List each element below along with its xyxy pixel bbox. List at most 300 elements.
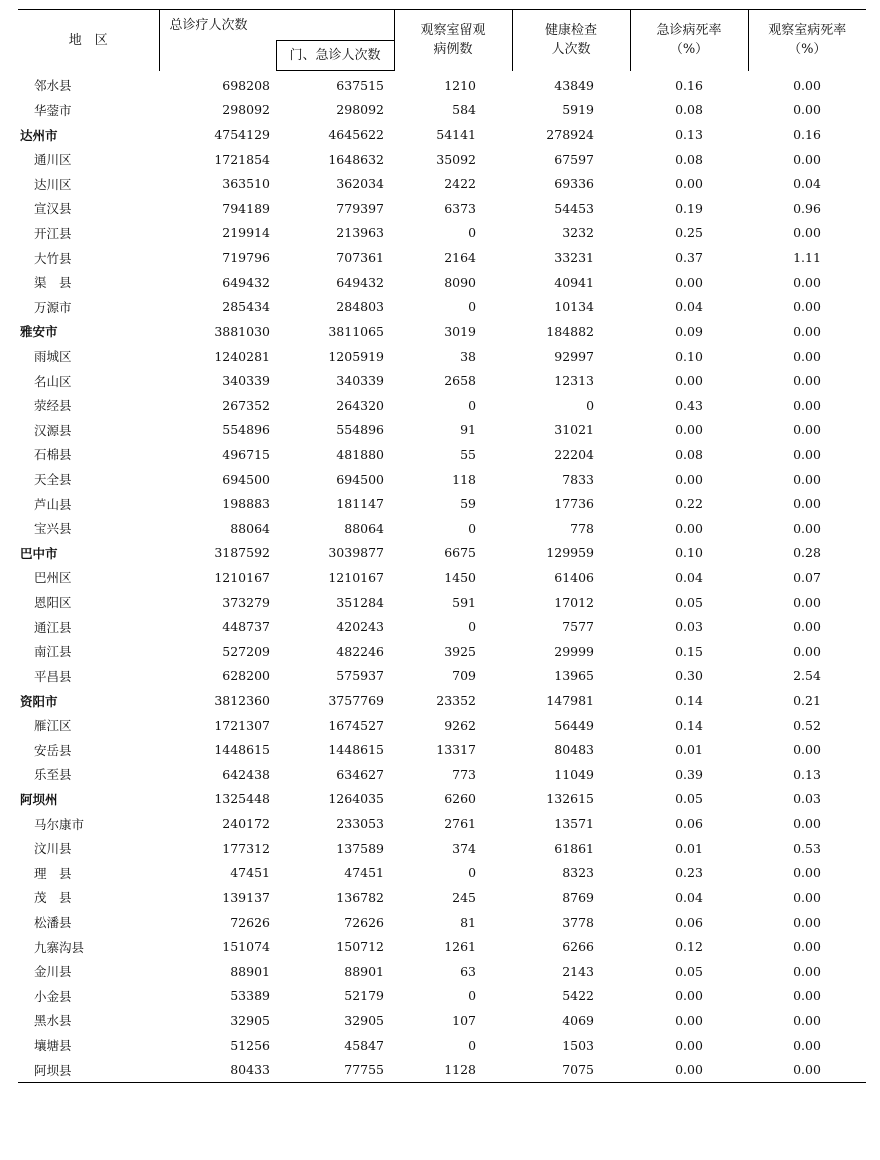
table-row bbox=[18, 713, 866, 738]
table-row bbox=[18, 442, 866, 467]
health-check-cell: 3778 bbox=[562, 914, 595, 930]
health-check-cell: 3232 bbox=[562, 225, 595, 241]
total-visits-cell: 1240281 bbox=[214, 348, 270, 364]
health-check-cell: 12313 bbox=[554, 373, 595, 389]
outpatient-cell: 264320 bbox=[336, 397, 385, 413]
total-visits-cell: 1721307 bbox=[214, 717, 270, 733]
region-cell: 理 县 bbox=[34, 865, 72, 881]
health-check-cell: 8769 bbox=[562, 889, 595, 905]
table-row bbox=[18, 491, 866, 516]
emergency-death-rate-cell: 0.00 bbox=[675, 988, 703, 1004]
emergency-death-rate-cell: 0.19 bbox=[675, 200, 703, 216]
outpatient-cell: 779397 bbox=[336, 200, 385, 216]
region-cell: 万源市 bbox=[34, 299, 72, 315]
observation-cell: 591 bbox=[452, 594, 477, 610]
observation-death-rate-cell: 0.00 bbox=[793, 865, 821, 881]
header-total-visits: 总诊疗人次数 bbox=[159, 10, 394, 41]
table-row bbox=[18, 664, 866, 689]
observation-death-rate-cell: 0.00 bbox=[793, 889, 821, 905]
region-cell: 松潘县 bbox=[34, 915, 72, 931]
header-observation-death-rate: 观察室病死率 （%） bbox=[768, 23, 847, 58]
total-visits-cell: 198883 bbox=[222, 496, 270, 512]
emergency-death-rate-cell: 0.10 bbox=[675, 348, 703, 364]
total-visits-cell: 72626 bbox=[230, 914, 270, 930]
outpatient-cell: 351284 bbox=[336, 594, 385, 610]
observation-cell: 91 bbox=[460, 422, 477, 438]
observation-cell: 0 bbox=[468, 619, 477, 635]
emergency-death-rate-cell: 0.00 bbox=[675, 422, 703, 438]
observation-death-rate-cell: 0.00 bbox=[793, 422, 821, 438]
observation-death-rate-cell: 0.00 bbox=[793, 939, 821, 955]
table-row bbox=[18, 1057, 866, 1082]
observation-death-rate-cell: 0.00 bbox=[793, 373, 821, 389]
observation-death-rate-cell: 0.00 bbox=[793, 643, 821, 659]
total-visits-cell: 51256 bbox=[230, 1037, 270, 1053]
region-cell: 邻水县 bbox=[34, 78, 72, 94]
health-check-cell: 5919 bbox=[562, 102, 595, 118]
health-check-cell: 22204 bbox=[554, 446, 595, 462]
observation-cell: 107 bbox=[452, 1012, 477, 1028]
total-visits-cell: 527209 bbox=[222, 643, 270, 659]
outpatient-cell: 1205919 bbox=[328, 348, 385, 364]
region-cell: 阿坝州 bbox=[20, 791, 58, 807]
outpatient-cell: 3811065 bbox=[328, 323, 385, 339]
table-row bbox=[18, 245, 866, 270]
outpatient-cell: 298092 bbox=[336, 102, 385, 118]
observation-cell: 6675 bbox=[444, 545, 477, 561]
table-row bbox=[18, 614, 866, 639]
emergency-death-rate-cell: 0.14 bbox=[675, 717, 703, 733]
table-row bbox=[18, 984, 866, 1009]
region-cell: 宝兴县 bbox=[34, 521, 72, 537]
observation-cell: 1210 bbox=[444, 77, 477, 93]
region-cell: 乐至县 bbox=[34, 767, 72, 783]
emergency-death-rate-cell: 0.22 bbox=[675, 496, 703, 512]
observation-death-rate-cell: 0.00 bbox=[793, 914, 821, 930]
health-check-cell: 31021 bbox=[554, 422, 595, 438]
observation-death-rate-cell: 0.00 bbox=[793, 988, 821, 1004]
health-check-cell: 6266 bbox=[562, 939, 595, 955]
observation-death-rate-cell: 0.00 bbox=[793, 496, 821, 512]
health-check-cell: 33231 bbox=[554, 250, 595, 266]
health-check-cell: 69336 bbox=[554, 176, 595, 192]
region-cell: 通江县 bbox=[34, 619, 72, 635]
emergency-death-rate-cell: 0.08 bbox=[675, 151, 703, 167]
observation-death-rate-cell: 0.07 bbox=[793, 569, 821, 585]
observation-death-rate-cell: 0.00 bbox=[793, 102, 821, 118]
outpatient-cell: 32905 bbox=[344, 1012, 385, 1028]
region-cell: 马尔康市 bbox=[34, 816, 85, 832]
health-check-cell: 40941 bbox=[554, 274, 595, 290]
observation-cell: 35092 bbox=[436, 151, 477, 167]
emergency-death-rate-cell: 0.00 bbox=[675, 1012, 703, 1028]
emergency-death-rate-cell: 0.13 bbox=[675, 127, 703, 143]
total-visits-cell: 642438 bbox=[222, 766, 270, 782]
outpatient-cell: 1448615 bbox=[328, 742, 385, 758]
observation-cell: 0 bbox=[468, 520, 477, 536]
observation-death-rate-cell: 0.00 bbox=[793, 619, 821, 635]
total-visits-cell: 219914 bbox=[222, 225, 270, 241]
header-outpatient-emergency: 门、急诊人次数 bbox=[276, 41, 394, 71]
emergency-death-rate-cell: 0.04 bbox=[675, 299, 703, 315]
observation-death-rate-cell: 0.52 bbox=[793, 717, 821, 733]
region-cell: 达川区 bbox=[34, 176, 72, 192]
observation-death-rate-cell: 0.00 bbox=[793, 225, 821, 241]
emergency-death-rate-cell: 0.30 bbox=[675, 668, 703, 684]
health-check-cell: 29999 bbox=[554, 643, 595, 659]
region-cell: 名山区 bbox=[34, 373, 72, 389]
total-visits-cell: 1448615 bbox=[214, 742, 270, 758]
health-check-cell: 92997 bbox=[554, 348, 595, 364]
emergency-death-rate-cell: 0.03 bbox=[675, 619, 703, 635]
emergency-death-rate-cell: 0.10 bbox=[675, 545, 703, 561]
observation-cell: 0 bbox=[468, 225, 477, 241]
health-check-cell: 778 bbox=[570, 520, 595, 536]
total-visits-cell: 88901 bbox=[230, 963, 270, 979]
table-row bbox=[18, 516, 866, 541]
observation-cell: 709 bbox=[452, 668, 477, 684]
region-cell: 石棉县 bbox=[34, 447, 72, 463]
region-cell: 渠 县 bbox=[34, 275, 72, 291]
table-row bbox=[18, 836, 866, 861]
outpatient-cell: 233053 bbox=[336, 816, 385, 832]
observation-death-rate-cell: 0.00 bbox=[793, 151, 821, 167]
total-visits-cell: 80433 bbox=[230, 1062, 270, 1078]
observation-death-rate-cell: 0.03 bbox=[793, 791, 821, 807]
health-check-cell: 132615 bbox=[546, 791, 595, 807]
table-row-city bbox=[18, 319, 866, 344]
health-check-cell: 129959 bbox=[546, 545, 595, 561]
outpatient-cell: 1210167 bbox=[328, 569, 385, 585]
total-visits-cell: 3812360 bbox=[214, 693, 270, 709]
statistics-table bbox=[18, 9, 866, 1082]
region-cell: 九寨沟县 bbox=[34, 939, 85, 955]
table-row bbox=[18, 467, 866, 492]
region-cell: 巴中市 bbox=[20, 545, 58, 561]
observation-death-rate-cell: 0.00 bbox=[793, 594, 821, 610]
health-check-cell: 4069 bbox=[562, 1012, 595, 1028]
table-row bbox=[18, 270, 866, 295]
table-row bbox=[18, 959, 866, 984]
observation-death-rate-cell: 2.54 bbox=[793, 668, 821, 684]
region-cell: 宣汉县 bbox=[34, 201, 72, 217]
emergency-death-rate-cell: 0.15 bbox=[675, 643, 703, 659]
observation-death-rate-cell: 0.00 bbox=[793, 299, 821, 315]
observation-death-rate-cell: 0.00 bbox=[793, 446, 821, 462]
observation-cell: 55 bbox=[460, 446, 477, 462]
health-check-cell: 13571 bbox=[554, 816, 595, 832]
table-row bbox=[18, 418, 866, 443]
outpatient-cell: 88064 bbox=[344, 520, 385, 536]
health-check-cell: 1503 bbox=[562, 1037, 595, 1053]
outpatient-cell: 72626 bbox=[344, 914, 385, 930]
outpatient-cell: 181147 bbox=[336, 496, 385, 512]
region-cell: 雅安市 bbox=[20, 324, 58, 340]
emergency-death-rate-cell: 0.43 bbox=[675, 397, 703, 413]
table-row-city bbox=[18, 688, 866, 713]
total-visits-cell: 554896 bbox=[222, 422, 270, 438]
region-cell: 黑水县 bbox=[34, 1013, 72, 1029]
observation-death-rate-cell: 0.00 bbox=[793, 323, 821, 339]
table-header bbox=[18, 10, 866, 71]
table-row-city bbox=[18, 122, 866, 147]
outpatient-cell: 3039877 bbox=[328, 545, 385, 561]
observation-cell: 3925 bbox=[444, 643, 477, 659]
table-row bbox=[18, 590, 866, 615]
region-cell: 恩阳区 bbox=[34, 595, 72, 611]
emergency-death-rate-cell: 0.09 bbox=[675, 323, 703, 339]
observation-cell: 1261 bbox=[444, 939, 477, 955]
region-cell: 茂 县 bbox=[34, 890, 72, 906]
table-row bbox=[18, 196, 866, 221]
header-observation-cases: 观察室留观 病例数 bbox=[394, 10, 512, 71]
region-cell: 巴州区 bbox=[34, 570, 72, 586]
table-row bbox=[18, 934, 866, 959]
emergency-death-rate-cell: 0.08 bbox=[675, 446, 703, 462]
total-visits-cell: 363510 bbox=[222, 176, 270, 192]
outpatient-cell: 1648632 bbox=[328, 151, 385, 167]
observation-death-rate-cell: 0.04 bbox=[793, 176, 821, 192]
observation-cell: 245 bbox=[452, 889, 477, 905]
table-row bbox=[18, 1033, 866, 1058]
total-visits-cell: 139137 bbox=[222, 889, 270, 905]
total-visits-cell: 628200 bbox=[222, 668, 270, 684]
observation-death-rate-cell: 0.00 bbox=[793, 816, 821, 832]
emergency-death-rate-cell: 0.25 bbox=[675, 225, 703, 241]
table-row bbox=[18, 147, 866, 172]
table-row bbox=[18, 885, 866, 910]
region-cell: 小金县 bbox=[34, 988, 72, 1004]
observation-cell: 54141 bbox=[436, 127, 477, 143]
health-check-cell: 67597 bbox=[554, 151, 595, 167]
header-region: 地 区 bbox=[18, 10, 159, 71]
observation-cell: 6260 bbox=[444, 791, 477, 807]
observation-cell: 584 bbox=[452, 102, 477, 118]
region-cell: 华蓥市 bbox=[34, 102, 72, 118]
observation-death-rate-cell: 0.00 bbox=[793, 1012, 821, 1028]
observation-cell: 2422 bbox=[444, 176, 477, 192]
observation-death-rate-cell: 0.53 bbox=[793, 840, 821, 856]
health-check-cell: 5422 bbox=[562, 988, 595, 1004]
region-cell: 通川区 bbox=[34, 152, 72, 168]
emergency-death-rate-cell: 0.06 bbox=[675, 914, 703, 930]
health-check-cell: 11049 bbox=[554, 766, 595, 782]
region-cell: 芦山县 bbox=[34, 496, 72, 512]
observation-cell: 81 bbox=[460, 914, 477, 930]
table-row bbox=[18, 71, 866, 98]
observation-cell: 13317 bbox=[436, 742, 477, 758]
outpatient-cell: 554896 bbox=[336, 422, 385, 438]
outpatient-cell: 150712 bbox=[336, 939, 385, 955]
table-row bbox=[18, 565, 866, 590]
table-row bbox=[18, 861, 866, 886]
observation-cell: 0 bbox=[468, 397, 477, 413]
health-check-cell: 17012 bbox=[554, 594, 595, 610]
health-check-cell: 61861 bbox=[554, 840, 595, 856]
outpatient-cell: 649432 bbox=[336, 274, 385, 290]
observation-cell: 0 bbox=[468, 865, 477, 881]
observation-death-rate-cell: 0.21 bbox=[793, 693, 821, 709]
total-visits-cell: 373279 bbox=[222, 594, 270, 610]
region-cell: 荥经县 bbox=[34, 398, 72, 414]
observation-cell: 2658 bbox=[444, 373, 477, 389]
emergency-death-rate-cell: 0.39 bbox=[675, 766, 703, 782]
outpatient-cell: 340339 bbox=[336, 373, 385, 389]
observation-cell: 8090 bbox=[444, 274, 477, 290]
table-row bbox=[18, 811, 866, 836]
observation-cell: 0 bbox=[468, 988, 477, 1004]
observation-death-rate-cell: 0.00 bbox=[793, 742, 821, 758]
table-row bbox=[18, 221, 866, 246]
observation-cell: 23352 bbox=[436, 693, 477, 709]
emergency-death-rate-cell: 0.08 bbox=[675, 102, 703, 118]
emergency-death-rate-cell: 0.01 bbox=[675, 742, 703, 758]
table-row bbox=[18, 98, 866, 123]
total-visits-cell: 649432 bbox=[222, 274, 270, 290]
outpatient-cell: 3757769 bbox=[328, 693, 385, 709]
health-check-cell: 61406 bbox=[554, 569, 595, 585]
total-visits-cell: 151074 bbox=[222, 939, 270, 955]
emergency-death-rate-cell: 0.00 bbox=[675, 274, 703, 290]
observation-cell: 0 bbox=[468, 299, 477, 315]
outpatient-cell: 1264035 bbox=[328, 791, 385, 807]
emergency-death-rate-cell: 0.00 bbox=[675, 520, 703, 536]
total-visits-cell: 448737 bbox=[222, 619, 270, 635]
observation-death-rate-cell: 0.96 bbox=[793, 200, 821, 216]
outpatient-cell: 481880 bbox=[336, 446, 385, 462]
observation-death-rate-cell: 0.13 bbox=[793, 766, 821, 782]
table-row bbox=[18, 294, 866, 319]
outpatient-cell: 575937 bbox=[336, 668, 385, 684]
health-check-cell: 8323 bbox=[562, 865, 595, 881]
emergency-death-rate-cell: 0.05 bbox=[675, 594, 703, 610]
health-check-cell: 54453 bbox=[554, 200, 595, 216]
health-check-cell: 7577 bbox=[562, 619, 595, 635]
health-check-cell: 80483 bbox=[554, 742, 595, 758]
observation-death-rate-cell: 0.00 bbox=[793, 1062, 821, 1078]
total-visits-cell: 698208 bbox=[222, 77, 270, 93]
table-row bbox=[18, 639, 866, 664]
table-row bbox=[18, 171, 866, 196]
total-visits-cell: 267352 bbox=[222, 397, 270, 413]
observation-cell: 2761 bbox=[444, 816, 477, 832]
total-visits-cell: 4754129 bbox=[214, 127, 270, 143]
emergency-death-rate-cell: 0.06 bbox=[675, 816, 703, 832]
outpatient-cell: 213963 bbox=[336, 225, 385, 241]
total-visits-cell: 1721854 bbox=[214, 151, 270, 167]
emergency-death-rate-cell: 0.00 bbox=[675, 1062, 703, 1078]
outpatient-cell: 4645622 bbox=[328, 127, 385, 143]
emergency-death-rate-cell: 0.04 bbox=[675, 889, 703, 905]
health-check-cell: 17736 bbox=[554, 496, 595, 512]
total-visits-cell: 3187592 bbox=[214, 545, 270, 561]
table-row bbox=[18, 910, 866, 935]
outpatient-cell: 52179 bbox=[344, 988, 385, 1004]
outpatient-cell: 637515 bbox=[336, 77, 385, 93]
observation-death-rate-cell: 0.00 bbox=[793, 274, 821, 290]
outpatient-cell: 694500 bbox=[336, 471, 385, 487]
region-cell: 安岳县 bbox=[34, 742, 72, 758]
observation-cell: 2164 bbox=[444, 250, 477, 266]
observation-cell: 9262 bbox=[444, 717, 477, 733]
region-cell: 南江县 bbox=[34, 644, 72, 660]
total-visits-cell: 340339 bbox=[222, 373, 270, 389]
observation-cell: 0 bbox=[468, 1037, 477, 1053]
total-visits-cell: 1325448 bbox=[214, 791, 270, 807]
bottom-rule bbox=[18, 1082, 866, 1083]
total-visits-cell: 298092 bbox=[222, 102, 270, 118]
total-visits-cell: 88064 bbox=[230, 520, 270, 536]
total-visits-cell: 285434 bbox=[222, 299, 270, 315]
total-visits-cell: 794189 bbox=[222, 200, 270, 216]
total-visits-cell: 47451 bbox=[230, 865, 270, 881]
health-check-cell: 56449 bbox=[554, 717, 595, 733]
header-spacer bbox=[159, 41, 276, 71]
table-row bbox=[18, 368, 866, 393]
outpatient-cell: 420243 bbox=[336, 619, 385, 635]
region-cell: 达州市 bbox=[20, 127, 58, 143]
total-visits-cell: 240172 bbox=[222, 816, 270, 832]
total-visits-cell: 496715 bbox=[222, 446, 270, 462]
observation-death-rate-cell: 0.00 bbox=[793, 397, 821, 413]
health-check-cell: 43849 bbox=[554, 77, 595, 93]
outpatient-cell: 284803 bbox=[336, 299, 385, 315]
header-emergency-death-rate: 急诊病死率 （%） bbox=[630, 10, 748, 71]
health-check-cell: 184882 bbox=[546, 323, 595, 339]
outpatient-cell: 88901 bbox=[344, 963, 385, 979]
health-check-cell: 0 bbox=[586, 397, 595, 413]
total-visits-cell: 53389 bbox=[230, 988, 270, 1004]
outpatient-cell: 136782 bbox=[336, 889, 385, 905]
observation-cell: 374 bbox=[452, 840, 477, 856]
emergency-death-rate-cell: 0.00 bbox=[675, 373, 703, 389]
region-cell: 阿坝县 bbox=[34, 1062, 72, 1078]
table-row-city bbox=[18, 787, 866, 812]
health-check-cell: 2143 bbox=[562, 963, 595, 979]
emergency-death-rate-cell: 0.05 bbox=[675, 963, 703, 979]
region-cell: 汶川县 bbox=[34, 841, 72, 857]
region-cell: 资阳市 bbox=[20, 693, 58, 709]
region-cell: 平昌县 bbox=[34, 668, 72, 684]
emergency-death-rate-cell: 0.12 bbox=[675, 939, 703, 955]
emergency-death-rate-cell: 0.37 bbox=[675, 250, 703, 266]
region-cell: 壤塘县 bbox=[34, 1038, 72, 1054]
observation-cell: 59 bbox=[460, 496, 477, 512]
outpatient-cell: 634627 bbox=[336, 766, 385, 782]
header-health-check: 健康检查 人次数 bbox=[512, 10, 630, 71]
observation-cell: 1450 bbox=[444, 569, 477, 585]
observation-cell: 773 bbox=[452, 766, 477, 782]
statistics-table-container bbox=[18, 9, 866, 1083]
observation-death-rate-cell: 0.00 bbox=[793, 348, 821, 364]
table-row bbox=[18, 737, 866, 762]
health-check-cell: 10134 bbox=[554, 299, 595, 315]
region-cell: 大竹县 bbox=[34, 250, 72, 266]
observation-death-rate-cell: 0.00 bbox=[793, 963, 821, 979]
emergency-death-rate-cell: 0.16 bbox=[675, 77, 703, 93]
emergency-death-rate-cell: 0.04 bbox=[675, 569, 703, 585]
health-check-cell: 7075 bbox=[562, 1062, 595, 1078]
observation-cell: 38 bbox=[460, 348, 477, 364]
emergency-death-rate-cell: 0.00 bbox=[675, 176, 703, 192]
health-check-cell: 278924 bbox=[546, 127, 595, 143]
health-check-cell: 7833 bbox=[562, 471, 595, 487]
total-visits-cell: 32905 bbox=[230, 1012, 270, 1028]
table-row bbox=[18, 762, 866, 787]
total-visits-cell: 694500 bbox=[222, 471, 270, 487]
emergency-death-rate-cell: 0.05 bbox=[675, 791, 703, 807]
total-visits-cell: 3881030 bbox=[214, 323, 270, 339]
